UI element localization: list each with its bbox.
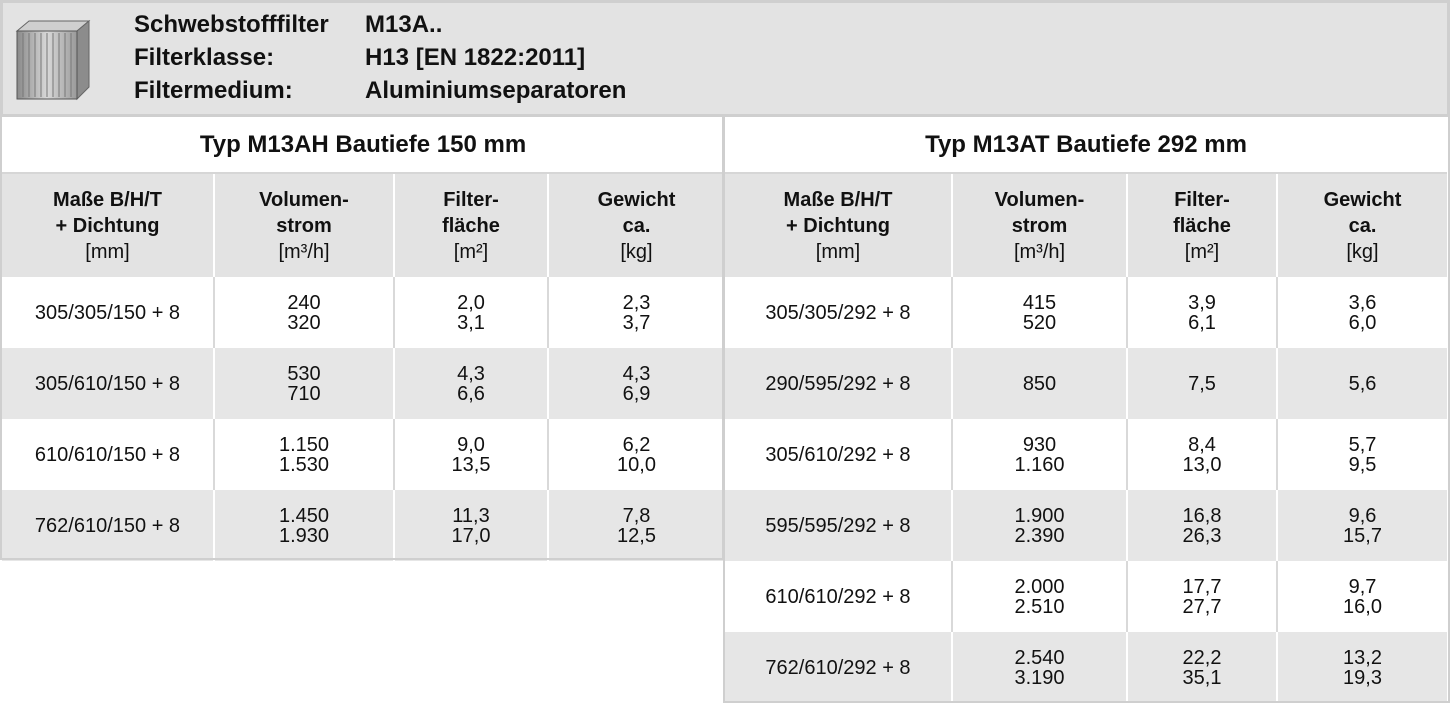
table-row [725, 632, 1447, 703]
cell-value: 10,0 [617, 453, 656, 476]
cell-flaeche [1127, 490, 1277, 561]
cell-value: 9,5 [1348, 453, 1377, 476]
spec-label-product: Schwebstofffilter [134, 11, 329, 38]
cell-mass: 305/305/150 + 8 [34, 301, 181, 324]
table-row [725, 419, 1447, 490]
cell-gewicht [548, 419, 724, 490]
cell-value: 17,0 [451, 524, 491, 547]
cell-value: 22,2 [1182, 646, 1222, 669]
column-header-gewicht: Gewicht ca. [kg] [1277, 173, 1447, 277]
cell-value: 2,3 [622, 291, 651, 314]
cell-value: 520 [1022, 311, 1057, 334]
cell-value: 3,9 [1188, 291, 1216, 314]
spec-value-product: M13A.. [365, 11, 443, 38]
cell-value: 13,2 [1343, 646, 1382, 669]
cell-value: 850 [1022, 372, 1057, 395]
cell-volumen [952, 348, 1127, 419]
filter-cartridge-icon [15, 17, 91, 103]
cell-mass: 305/610/150 + 8 [2, 348, 214, 419]
cell-value: 1.530 [278, 453, 330, 476]
cell-mass: 762/610/292 + 8 [725, 632, 952, 703]
cell-mass: 290/595/292 + 8 [725, 348, 952, 419]
table-m13at [725, 117, 1447, 703]
cell-flaeche [394, 348, 548, 419]
cell-value: 530 [287, 362, 321, 385]
cell-value: 240 [287, 291, 321, 314]
cell-volumen [214, 277, 394, 348]
cell-value: 3.190 [1014, 666, 1065, 689]
cell-volumen [214, 490, 394, 561]
cell-value: 6,1 [1188, 311, 1216, 334]
table-row [2, 490, 724, 561]
cell-volumen [952, 561, 1127, 632]
table-title: Typ M13AH Bautiefe 150 mm [2, 117, 724, 173]
cell-value: 15,7 [1343, 524, 1382, 547]
cell-value: 9,6 [1348, 504, 1377, 527]
cell-value: 4,3 [622, 362, 651, 385]
cell-value: 2.540 [1014, 646, 1065, 669]
cell-gewicht [548, 277, 724, 348]
cell-value: 11,3 [452, 504, 490, 527]
cell-volumen [952, 419, 1127, 490]
cell-mass: 762/610/150 + 8 [2, 490, 214, 561]
cell-mass: 305/305/292 + 8 [765, 301, 911, 324]
cell-value: 3,6 [1348, 291, 1377, 314]
column-header-filterflaeche: Filter- fläche [m²] [1127, 173, 1277, 277]
column-header-volumenstrom: Volumen- strom [m³/h] [952, 173, 1127, 277]
cell-value: 19,3 [1343, 666, 1382, 689]
cell-gewicht [1277, 561, 1447, 632]
cell-value: 2.510 [1014, 595, 1065, 618]
column-header-volumenstrom: Volumen- strom [m³/h] [214, 173, 394, 277]
spec-label-class: Filterklasse: [134, 44, 275, 71]
cell-flaeche [394, 419, 548, 490]
table-title: Typ M13AT Bautiefe 292 mm [725, 117, 1447, 173]
column-header-mass: Maße B/H/T + Dichtung [mm] [2, 173, 214, 277]
cell-value: 930 [1022, 433, 1057, 456]
spec-label-medium: Filtermedium: [134, 77, 293, 104]
cell-value: 27,7 [1182, 595, 1222, 618]
cell-mass: 610/610/292 + 8 [765, 585, 911, 608]
cell-value: 8,4 [1188, 433, 1216, 456]
cell-value: 415 [1022, 291, 1057, 314]
cell-gewicht [1277, 348, 1447, 419]
cell-value: 1.160 [1014, 453, 1065, 476]
table-row [725, 348, 1447, 419]
table-row [2, 277, 724, 348]
cell-flaeche [1127, 632, 1277, 703]
cell-gewicht [548, 490, 724, 561]
cell-value: 13,0 [1182, 453, 1222, 476]
cell-value: 710 [287, 382, 321, 405]
table-row [725, 561, 1447, 632]
cell-mass: 305/610/292 + 8 [765, 443, 911, 466]
cell-flaeche [394, 277, 548, 348]
cell-volumen [214, 348, 394, 419]
table-row [2, 348, 724, 419]
spec-value-class: H13 [EN 1822:2011] [365, 44, 586, 71]
cell-value: 1.900 [1014, 504, 1065, 527]
spec-header [0, 0, 1450, 117]
cell-flaeche [1127, 561, 1277, 632]
table-row [725, 277, 1447, 348]
cell-value: 2,0 [457, 291, 485, 314]
cell-value: 9,7 [1348, 575, 1377, 598]
cell-value: 1.930 [278, 524, 330, 547]
cell-mass: 610/610/150 + 8 [34, 443, 181, 466]
cell-value: 12,5 [617, 524, 656, 547]
cell-value: 9,0 [457, 433, 485, 456]
column-header-filterflaeche: Filter- fläche [m²] [394, 173, 548, 277]
cell-value: 3,1 [457, 311, 485, 334]
cell-flaeche [394, 490, 548, 561]
cell-mass: 595/595/292 + 8 [725, 490, 952, 561]
spec-value-medium: Aluminiumseparatoren [365, 77, 627, 104]
cell-value: 6,2 [622, 433, 651, 456]
table-row [725, 490, 1447, 561]
cell-value: 6,9 [622, 382, 651, 405]
cell-value: 5,7 [1348, 433, 1377, 456]
cell-value: 13,5 [451, 453, 491, 476]
cell-value: 4,3 [457, 362, 485, 385]
cell-gewicht [1277, 419, 1447, 490]
cell-value: 35,1 [1182, 666, 1222, 689]
cell-volumen [952, 277, 1127, 348]
cell-value: 1.450 [278, 504, 330, 527]
column-header-gewicht: Gewicht ca. [kg] [548, 173, 724, 277]
cell-gewicht [1277, 632, 1447, 703]
cell-value: 16,8 [1182, 504, 1222, 527]
cell-volumen [952, 490, 1127, 561]
cell-value: 6,0 [1348, 311, 1377, 334]
cell-value: 7,5 [1188, 372, 1216, 395]
cell-value: 26,3 [1182, 524, 1222, 547]
cell-flaeche [1127, 419, 1277, 490]
cell-flaeche [1127, 277, 1277, 348]
column-header-mass: Maße B/H/T + Dichtung [mm] [725, 173, 952, 277]
cell-gewicht [1277, 490, 1447, 561]
table-m13ah [2, 117, 724, 561]
cell-volumen [214, 419, 394, 490]
cell-value: 17,7 [1182, 575, 1222, 598]
table-row [2, 419, 724, 490]
cell-flaeche [1127, 348, 1277, 419]
cell-value: 2.000 [1014, 575, 1065, 598]
cell-value: 6,6 [457, 382, 485, 405]
cell-value: 2.390 [1014, 524, 1065, 547]
cell-value: 1.150 [278, 433, 330, 456]
cell-value: 320 [287, 311, 321, 334]
cell-gewicht [1277, 277, 1447, 348]
cell-volumen [952, 632, 1127, 703]
cell-gewicht [548, 348, 724, 419]
cell-value: 16,0 [1343, 595, 1382, 618]
cell-value: 7,8 [622, 504, 651, 527]
cell-value: 3,7 [622, 311, 651, 334]
cell-value: 5,6 [1348, 372, 1377, 395]
